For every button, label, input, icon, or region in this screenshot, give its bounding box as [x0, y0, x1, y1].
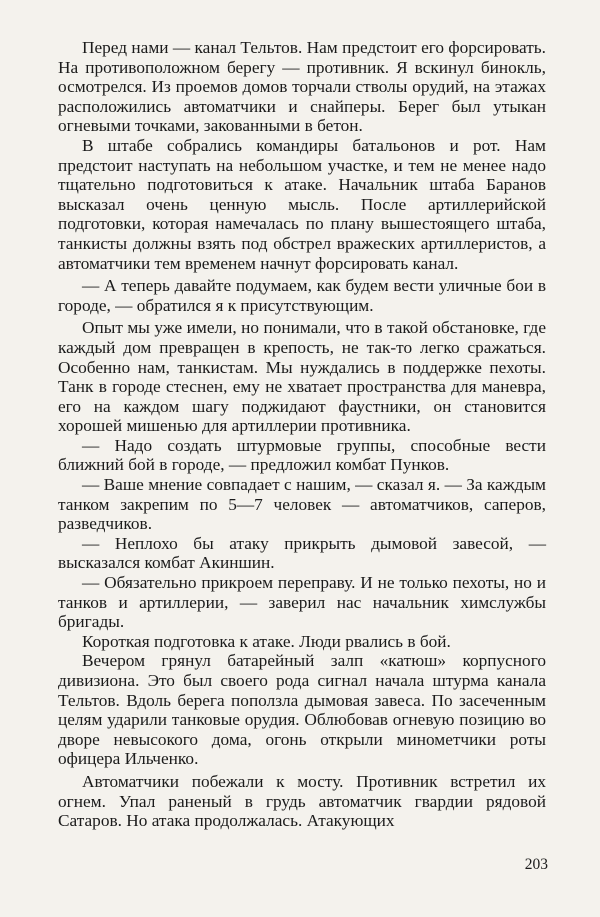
paragraph-11: Автоматчики побежали к мосту. Противник встретил их огнем. Упал раненый в грудь автоматчик гвардии рядовой Сатаров. Но атака продолжалась. Атакующих — [58, 771, 546, 831]
paragraph-10: Вечером грянул батарейный залп «катюш» корпусного дивизиона. Это был своего рода сигнал начала штурма канала Тельтов. Вдоль берега поползла дымовая завеса. По засеченным целям ударили танковые орудия. Облюбовав огневую позицию во дворе невысокого дома, огонь открыли минометчики роты офицера Ильченко. — [58, 651, 546, 769]
paragraph-9: Короткая подготовка к атаке. Люди рвались в бой. — [82, 631, 451, 651]
paragraph-1: Перед нами — канал Тельтов. Нам предстоит его форсировать. На противоположном берегу — противник. Я вскинул бинокль, осмотрелся. Из проемов домов торчали стволы орудий, на этажах расположились автоматчики и снайперы. Берег был утыкан огневыми точками, закованными в бетон. — [58, 38, 546, 136]
paragraph-3: — А теперь давайте подумаем, как будем вести уличные бои в городе, — обратился я к присутствующим. — [58, 276, 546, 315]
paragraph-4: Опыт мы уже имели, но понимали, что в такой обстановке, где каждый дом превращен в крепость, не так-то легко сражаться. Особенно нам, танкистам. Мы нуждались в поддержке пехоты. Танк в городе стеснен, ему не хватает пространства для маневра, его на каждом шагу поджидают фаустники, он становится хорошей мишенью для артиллерии противника. — [58, 318, 546, 436]
page-number: 203 — [524, 856, 548, 873]
paragraph-6: — Ваше мнение совпадает с нашим, — сказал я. — За каждым танком закрепим по 5—7 человек — автоматчиков, саперов, разведчиков. — [58, 475, 546, 534]
body-text — [58, 38, 546, 831]
paragraph-5: — Надо создать штурмовые группы, способные вести ближний бой в городе, — предложил комбат Пунков. — [58, 435, 546, 475]
paragraph-7: — Неплохо бы атаку прикрыть дымовой завесой, — высказался комбат Акиншин. — [58, 533, 546, 573]
paragraph-2: В штабе собрались командиры батальонов и рот. Нам предстоит наступать на небольшом участке, и тем не менее надо тщательно подготовиться к атаке. Начальник штаба Баранов высказал очень ценную мысль. После артиллерийской подготовки, которая намечалась по плану вышестоящего штаба, танкисты должны взять под обстрел вражеских артиллеристов, а автоматчики тем временем начнут форсировать канал. — [58, 135, 546, 273]
paragraph-8: — Обязательно прикроем переправу. И не только пехоты, но и танков и артиллерии, — заверил нас начальник химслужбы бригады. — [58, 573, 546, 632]
